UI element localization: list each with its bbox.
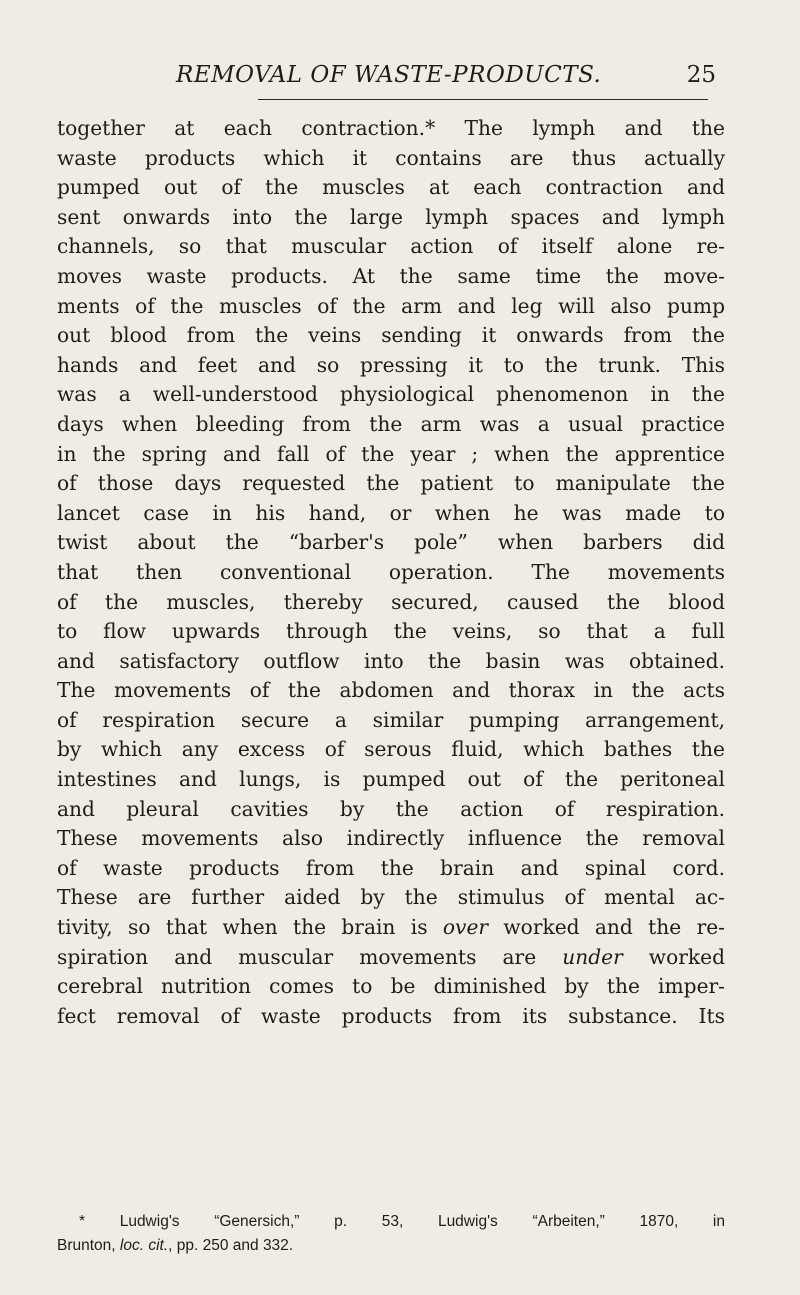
text-line: to flow upwards through the veins, so that a full [57,619,725,644]
text-line: The movements of the abdomen and thorax in the acts [57,678,725,703]
text-line: These movements also indirectly influence the removal [57,826,725,851]
text-line: lancet case in his hand, or when he was made to [57,500,725,525]
emphasis: under [562,944,623,969]
text-line: by which any excess of serous fluid, which bathes the [57,737,725,762]
text-line: pumped out of the muscles at each contraction and [57,175,725,200]
text-line: was a well-understood physiological phenomenon in the [57,382,725,407]
footnote [57,1210,725,1258]
text-line: that then conventional operation. The movements [57,559,725,584]
text-line: waste products which it contains are thus actually [57,145,725,170]
text-line: hands and feet and so pressing it to the trunk. This [57,352,725,377]
text-line: moves waste products. At the same time the move- [57,263,725,288]
text-line: of those days requested the patient to manipulate the [57,471,725,496]
header-rule [258,99,708,100]
footnote-line [57,1234,725,1258]
footnote-text: Brunton, [57,1237,120,1254]
text-line: intestines and lungs, is pumped out of the peritoneal [57,767,725,792]
running-title: REMOVAL OF WASTE-PRODUCTS. [176,62,602,88]
footnote-text: , pp. 250 and 332. [168,1237,294,1254]
text-line: channels, so that muscular action of itself alone re- [57,234,725,259]
text-line: out blood from the veins sending it onwards from the [57,323,725,348]
running-head [176,62,716,98]
text-line: cerebral nutrition comes to be diminished by the imper- [57,974,725,999]
text-line: and pleural cavities by the action of respiration. [57,796,725,821]
emphasis: over [442,915,489,940]
text-line: in the spring and fall of the year ; when the apprentice [57,441,725,466]
text-line: spiration and muscular movements are under worked [57,944,725,969]
text-line: tivity, so that when the brain is over worked and the re- [57,915,725,940]
text-line: sent onwards into the large lymph spaces and lymph [57,204,725,229]
text-line: of waste products from the brain and spinal cord. [57,855,725,880]
text-line: and satisfactory outflow into the basin was obtained. [57,648,725,673]
body-text [57,114,725,1031]
text-line: days when bleeding from the arm was a usual practice [57,411,725,436]
text-line: twist about the “barber's pole” when barbers did [57,530,725,555]
page-number: 25 [686,62,716,88]
footnote-italic: loc. cit. [119,1237,169,1254]
text-line: ments of the muscles of the arm and leg will also pump [57,293,725,318]
text-line: together at each contraction.* The lymph and the [57,116,725,140]
text-line: These are further aided by the stimulus of mental ac- [57,885,725,910]
text-line: of respiration secure a similar pumping arrangement, [57,707,725,732]
footnote-line: * Ludwig's “Genersich,” p. 53, Ludwig's “Arbeiten,” 1870, in [79,1213,725,1230]
text-line: of the muscles, thereby secured, caused the blood [57,589,725,614]
text-line: fect removal of waste products from its substance. Its [57,1003,725,1028]
